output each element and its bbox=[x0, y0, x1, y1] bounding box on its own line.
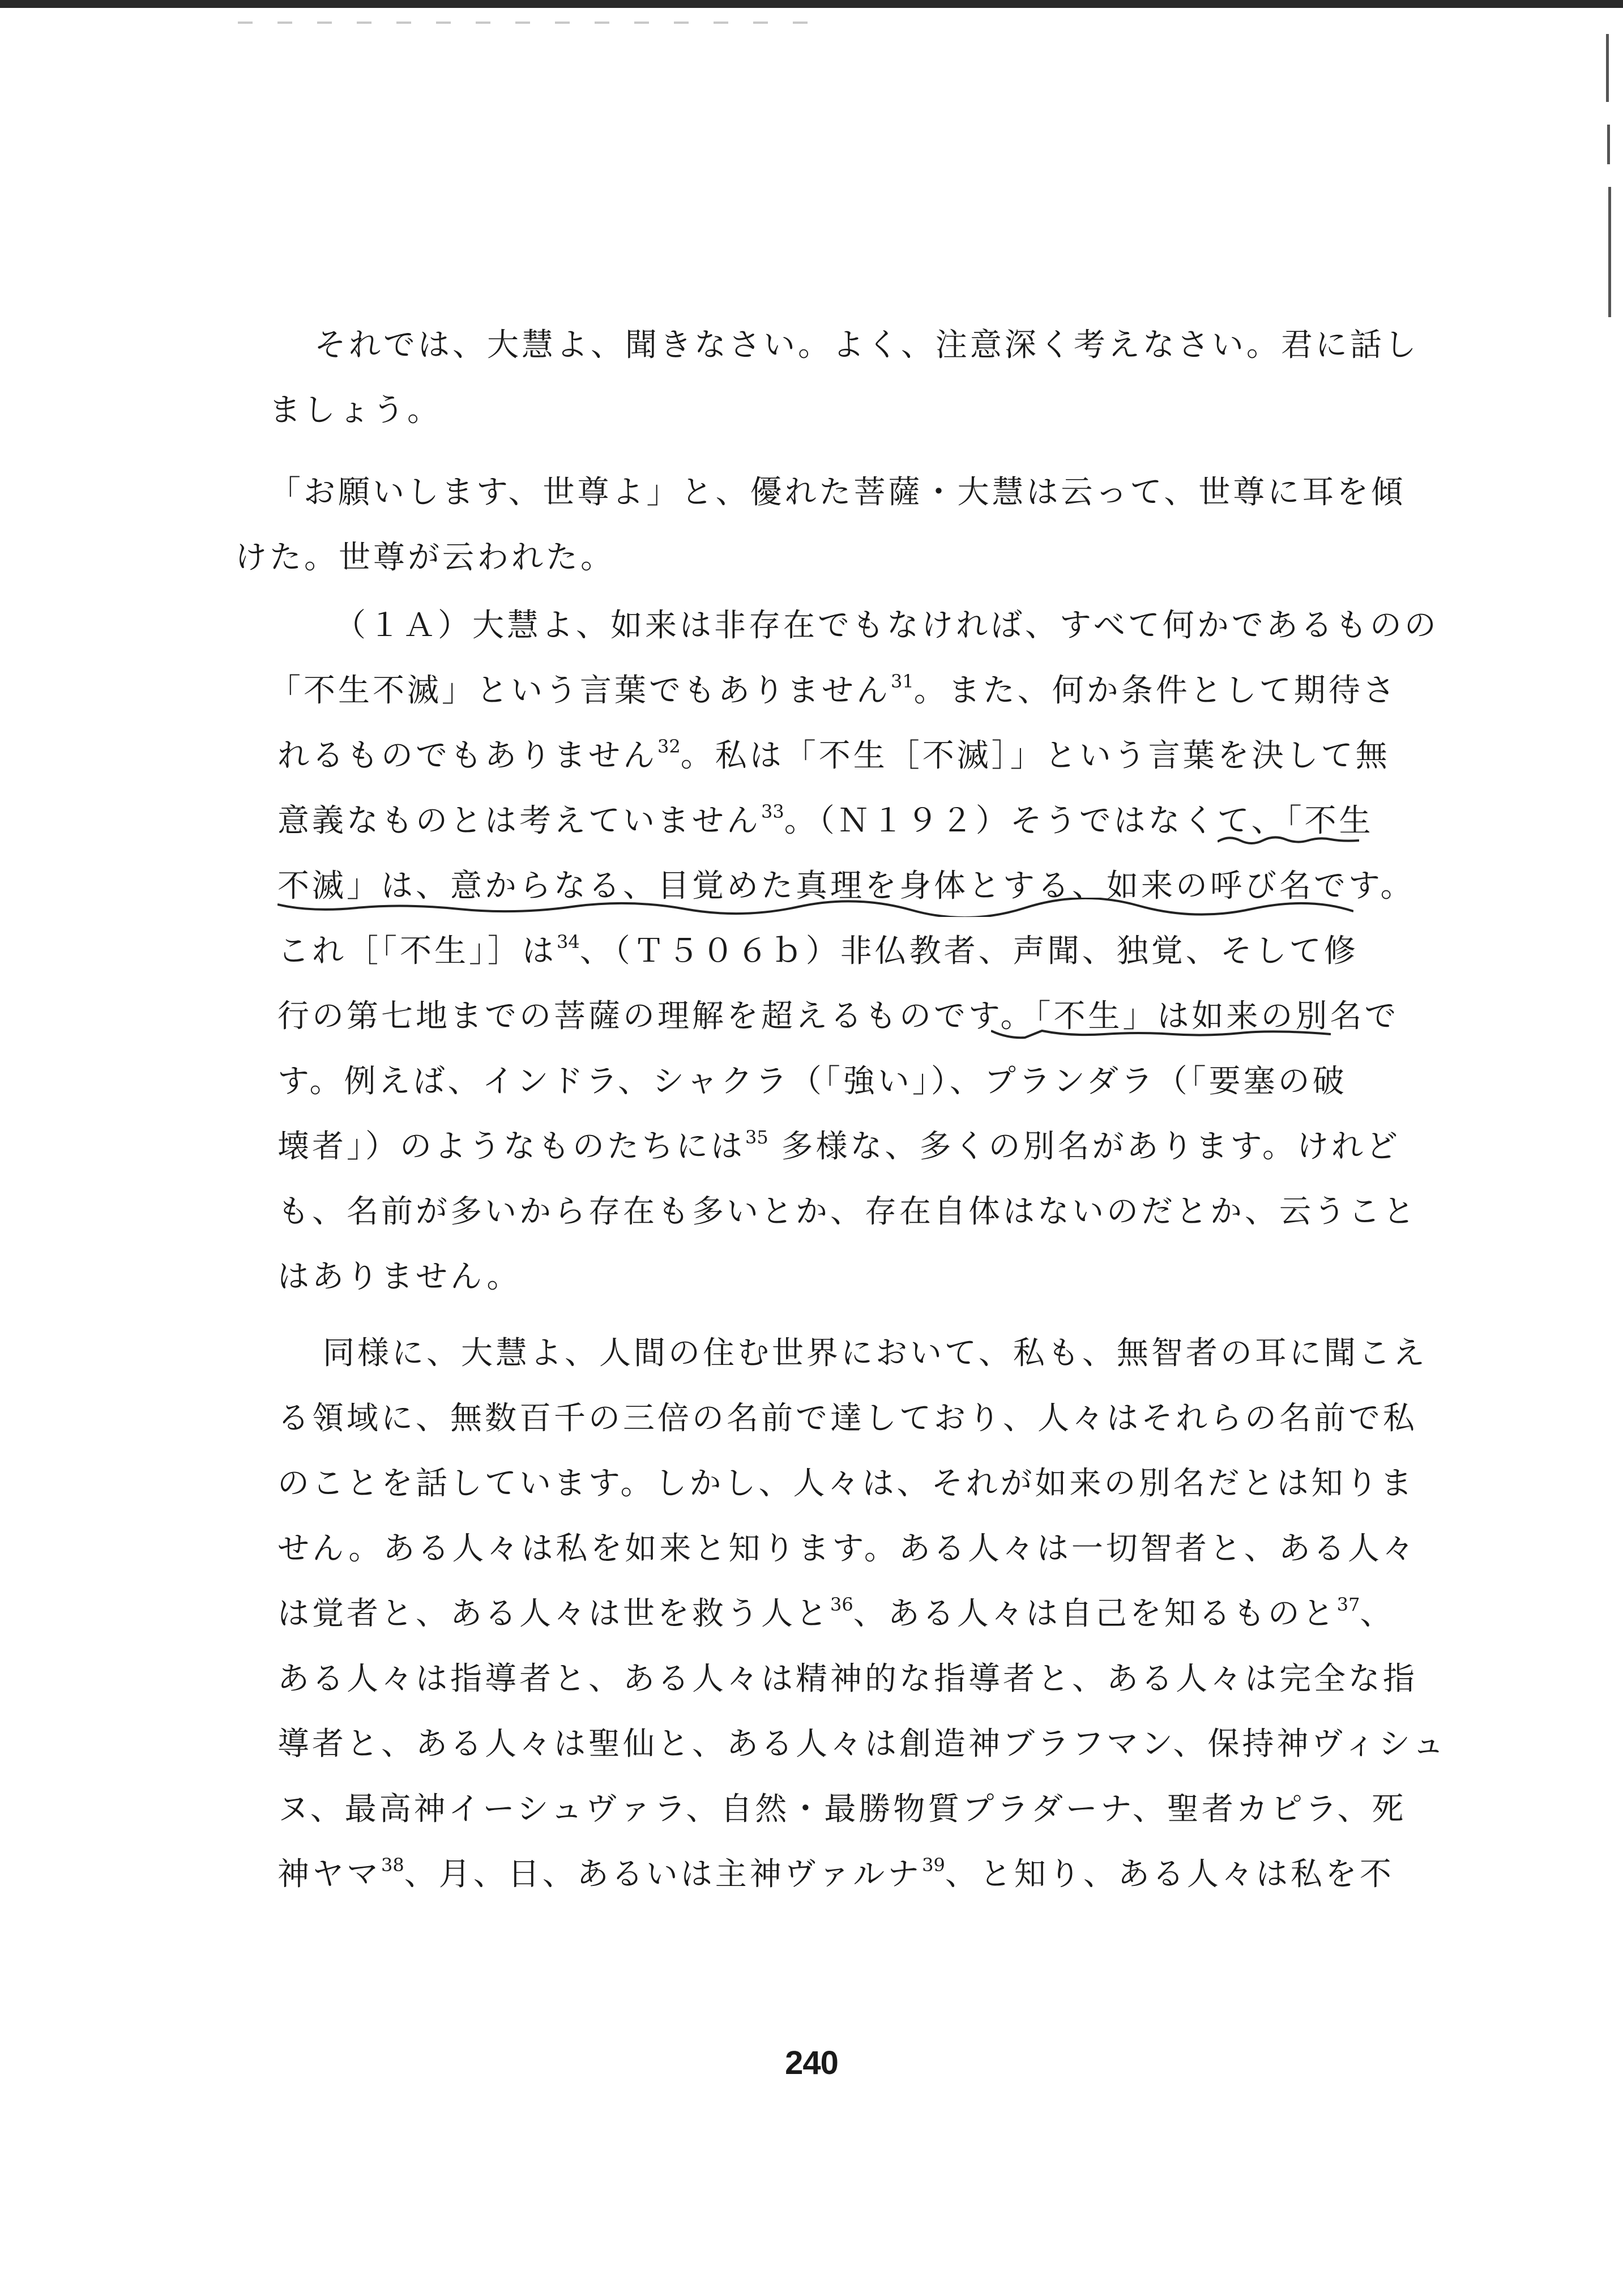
handwritten-underline bbox=[277, 898, 1353, 917]
footnote-marker: 37 bbox=[1336, 1594, 1360, 1615]
text-line: ましょう。 bbox=[269, 392, 442, 429]
text-line: も、名前が多いから存在も多いとか、存在自体はないのだとか、云うこと bbox=[277, 1193, 1417, 1230]
footnote-marker: 33 bbox=[761, 801, 784, 822]
text-line: ある人々は指導者と、ある人々は精神的な指導者と、ある人々は完全な指 bbox=[277, 1661, 1417, 1697]
text-line: す。例えば、インドラ、シャクラ（「強い」）、プランダラ（「要塞の破 bbox=[277, 1063, 1347, 1100]
text-line: 同様に、大慧よ、人間の住む世界において、私も、無智者の耳に聞こえ bbox=[323, 1335, 1428, 1372]
text-line: る領域に、無数百千の三倍の名前で達しており、人々はそれらの名前で私 bbox=[277, 1400, 1417, 1437]
handwritten-underline bbox=[991, 1025, 1331, 1042]
footnote-marker: 34 bbox=[557, 931, 580, 953]
footnote-marker: 32 bbox=[657, 736, 681, 757]
text-line: 「お願いします、世尊よ」と、優れた菩薩・大慧は云って、世尊に耳を傾 bbox=[269, 474, 1406, 511]
text-line: けた。世尊が云われた。 bbox=[235, 539, 615, 576]
footnote-marker: 31 bbox=[891, 671, 914, 692]
text-line: せん。ある人々は私を如来と知ります。ある人々は一切智者と、ある人々 bbox=[277, 1530, 1417, 1567]
text-line: れるものでもありません$^{32}$。私は「不生［不滅］」という言葉を決して無 bbox=[277, 736, 1390, 774]
footnote-marker: 39 bbox=[922, 1854, 945, 1876]
text-line: 神ヤマ$^{38}$、月、日、あるいは主神ヴァルナ$^{39}$、と知り、ある人々は私を不 bbox=[277, 1854, 1394, 1893]
page-number: 240 bbox=[785, 2045, 838, 2081]
text-line: 壊者」）のようなものたちには$^{35}$ 多様な、多くの別名があります。けれど bbox=[277, 1126, 1401, 1165]
text-line: （１Ａ）大慧よ、如来は非存在でもなければ、すべて何かであるものの bbox=[334, 607, 1439, 644]
text-line: はありません。 bbox=[277, 1258, 522, 1295]
text-line: 不滅」は、意からなる、目覚めた真理を身体とする、如来の呼び名です。 bbox=[277, 868, 1415, 904]
text-line: 行の第七地までの菩薩の理解を超えるものです。「不生」は如来の別名で bbox=[277, 998, 1399, 1035]
text-line: 導者と、ある人々は聖仙と、ある人々は創造神ブラフマン、保持神ヴィシュ bbox=[277, 1726, 1447, 1762]
text-line: それでは、大慧よ、聞きなさい。よく、注意深く考えなさい。君に話し bbox=[314, 327, 1419, 364]
footnote-marker: 36 bbox=[830, 1594, 853, 1615]
footnote-marker: 38 bbox=[381, 1854, 404, 1876]
text-line: は覚者と、ある人々は世を救う人と$^{36}$、ある人々は自己を知るものと$^{37}$、 bbox=[277, 1594, 1395, 1632]
text-line: 「不生不滅」という言葉でもありません$^{31}$。また、何か条件として期待さ bbox=[269, 671, 1398, 709]
handwritten-underline bbox=[1218, 831, 1359, 848]
text-line: 意義なものとは考えていません$^{33}$。（Ｎ１９２）そうではなくて、「不生 bbox=[277, 801, 1374, 839]
text-line: ヌ、最高神イーシュヴァラ、自然・最勝物質プラダーナ、聖者カピラ、死 bbox=[277, 1791, 1407, 1828]
text-line: これ［「不生」］は$^{34}$、（Ｔ５０６ｂ）非仏教者、声聞、独覚、そして修 bbox=[277, 931, 1359, 970]
text-line: のことを話しています。しかし、人々は、それが如来の別名だとは知りま bbox=[277, 1465, 1415, 1502]
footnote-marker: 35 bbox=[745, 1126, 768, 1148]
